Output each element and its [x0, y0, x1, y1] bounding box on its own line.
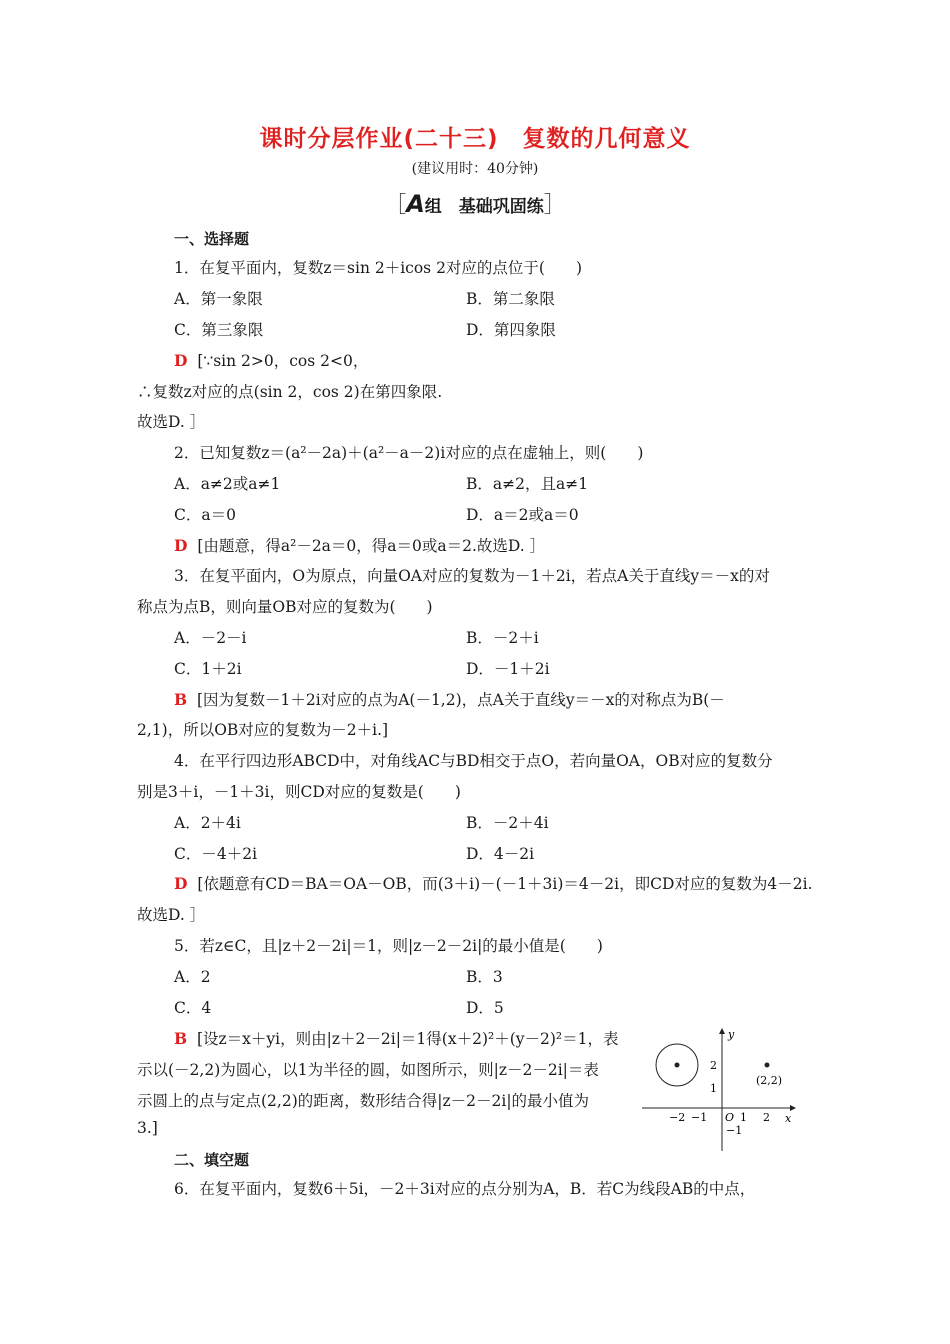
question-stem: 别是3＋i，－1＋3i，则CD对应的复数是( )	[137, 783, 461, 801]
x-tick-label: 2	[763, 1111, 770, 1124]
answer-letter: B	[174, 690, 188, 709]
question-stem: 3．在复平面内，O为原点，向量OA对应的复数为－1＋2i，若点A关于直线y＝－x的对	[174, 567, 770, 585]
option-b: B．3	[466, 968, 503, 986]
option-d: D．第四象限	[466, 321, 556, 339]
page-title: 课时分层作业(二十三) 复数的几何意义	[259, 126, 691, 152]
solution-text: [∵sin 2>0，cos 2<0，	[197, 352, 369, 370]
section-heading: 二、填空题	[174, 1151, 250, 1169]
option-b: B．第二象限	[466, 290, 555, 308]
question-stem: 5．若z∈C，且|z＋2－2i|＝1，则|z－2－2i|的最小值是( )	[174, 937, 603, 955]
solution-text: [设z＝x＋yi，则由|z＋2－2i|＝1得(x＋2)²＋(y－2)²＝1，表	[196, 1030, 619, 1048]
solution-line	[174, 349, 854, 371]
group-title: 组 基础巩固练	[424, 197, 544, 217]
option-a: A．a≠2或a≠1	[174, 475, 281, 493]
y-tick-label: −1	[726, 1124, 743, 1137]
coordinate-figure	[640, 1026, 800, 1156]
y-tick-label: 1	[710, 1082, 717, 1095]
answer-letter: D	[174, 351, 188, 370]
question-stem: 1．在复平面内，复数z＝sin 2＋icos 2对应的点位于( )	[174, 259, 583, 277]
option-b: B．－2＋i	[466, 629, 539, 647]
solution-line: ∴复数z对应的点(sin 2，cos 2)在第四象限.	[137, 383, 443, 401]
x-tick-label: 1	[740, 1111, 747, 1124]
bracket-right: ］	[543, 193, 566, 218]
group-banner	[0, 188, 950, 219]
solution-line	[174, 534, 854, 556]
solution-text: [依题意有CD＝BA＝OA－OB，而(3＋i)－(－1＋3i)＝4－2i，即CD对应的复数为4－2i.	[197, 875, 813, 893]
solution-line: 示圆上的点与定点(2,2)的距离，数形结合得|z－2－2i|的最小值为	[137, 1092, 590, 1110]
section-heading: 一、选择题	[174, 230, 250, 248]
option-a: A．第一象限	[174, 290, 263, 308]
option-d: D．－1＋2i	[466, 660, 550, 678]
solution-line: 故选D. ］	[137, 906, 206, 924]
solution-line	[174, 1027, 664, 1049]
suggested-time: (建议用时：40分钟)	[411, 161, 539, 177]
option-b: B．a≠2，且a≠1	[466, 475, 589, 493]
option-c: C．－4＋2i	[174, 845, 258, 863]
option-a: A．2	[174, 968, 211, 986]
x-tick-label: −2	[669, 1111, 686, 1124]
point-label: (2,2)	[756, 1074, 783, 1087]
x-axis-label: x	[785, 1112, 792, 1125]
option-d: D．4－2i	[466, 845, 535, 863]
solution-line: 2,1)，所以OB对应的复数为－2＋i.]	[137, 721, 389, 739]
option-c: C．1＋2i	[174, 660, 242, 678]
solution-line: 示以(－2,2)为圆心，以1为半径的圆，如图所示，则|z－2－2i|＝表	[137, 1061, 599, 1079]
answer-letter: D	[174, 874, 188, 893]
option-a: A．－2－i	[174, 629, 247, 647]
option-c: C．a＝0	[174, 506, 236, 524]
y-axis-label: y	[728, 1028, 735, 1041]
circle-center-point	[675, 1063, 680, 1068]
answer-letter: B	[174, 1029, 188, 1048]
solution-line	[174, 872, 854, 894]
answer-letter: D	[174, 536, 188, 555]
x-axis-arrow	[790, 1105, 796, 1111]
solution-line: 故选D. ］	[137, 413, 206, 431]
option-b: B．－2＋4i	[466, 814, 549, 832]
option-d: D．a＝2或a＝0	[466, 506, 579, 524]
y-axis-arrow	[719, 1028, 725, 1034]
solution-line	[174, 688, 854, 710]
solution-text: [由题意，得a²－2a＝0，得a＝0或a＝2.故选D. ］	[197, 537, 546, 555]
fixed-point	[765, 1063, 770, 1068]
option-d: D．5	[466, 999, 504, 1017]
solution-line: 3.]	[137, 1119, 158, 1137]
question-stem: 4．在平行四边形ABCD中，对角线AC与BD相交于点O，若向量OA，OB对应的复数分	[174, 752, 773, 770]
question-stem: 称点为点B，则向量OB对应的复数为( )	[137, 598, 433, 616]
bracket-left: ［	[384, 193, 407, 218]
origin-label: O	[725, 1111, 735, 1124]
y-tick-label: 2	[710, 1059, 717, 1072]
option-c: C．第三象限	[174, 321, 264, 339]
group-letter: A	[406, 190, 425, 218]
option-a: A．2＋4i	[174, 814, 241, 832]
question-stem: 6．在复平面内，复数6＋5i，－2＋3i对应的点分别为A，B．若C为线段AB的中点，	[174, 1180, 756, 1198]
question-stem: 2．已知复数z＝(a²－2a)＋(a²－a－2)i对应的点在虚轴上，则( )	[174, 444, 644, 462]
option-c: C．4	[174, 999, 212, 1017]
solution-text: [因为复数－1＋2i对应的点为A(－1,2)，点A关于直线y＝－x的对称点为B(－	[196, 691, 725, 709]
x-tick-label: −1	[691, 1111, 708, 1124]
